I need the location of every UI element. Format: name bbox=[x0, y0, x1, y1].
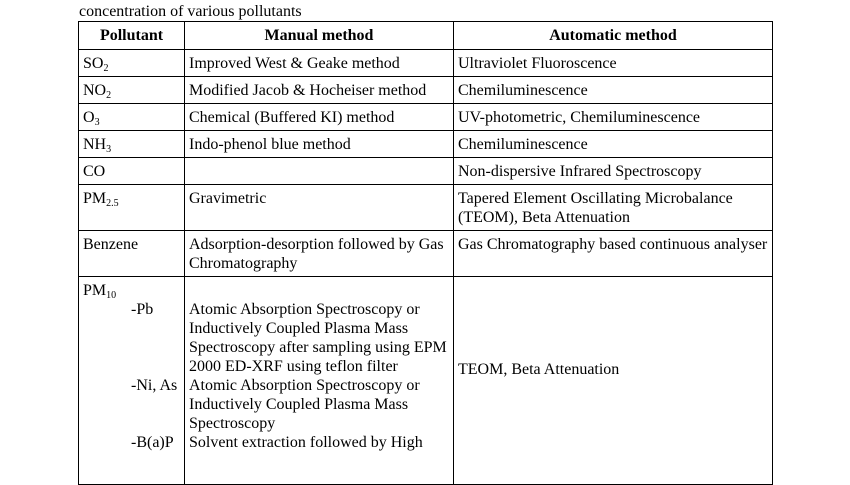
sub-pollutant-ni-as: -Ni, As bbox=[131, 377, 178, 394]
manual-method-cell: Chemical (Buffered KI) method bbox=[185, 104, 454, 131]
pollutant-cell: $PM_{2.5}$ bbox=[79, 185, 185, 231]
table-row bbox=[79, 50, 773, 77]
pollutant-cell: CO bbox=[79, 158, 185, 185]
sub-pollutant-pb: -Pb bbox=[131, 301, 154, 318]
pollutant-cell: $NO_2$ bbox=[79, 77, 185, 104]
header-pollutant: Pollutant bbox=[79, 22, 185, 50]
pollutant-cell: $NH_3$ bbox=[79, 131, 185, 158]
manual-method-cell: Modified Jacob & Hocheiser method bbox=[185, 77, 454, 104]
automatic-method-cell: Gas Chromatography based continuous analyser bbox=[454, 231, 773, 277]
manual-method-bap: Solvent extraction followed by High bbox=[189, 434, 423, 451]
table-row bbox=[79, 185, 773, 231]
manual-method-ni-as: Atomic Absorption Spectroscopy or Inductively Coupled Plasma Mass Spectroscopy bbox=[189, 377, 420, 432]
table-row bbox=[79, 231, 773, 277]
pm10-label: $PM_{10}$ bbox=[83, 282, 117, 301]
pollutant-methods-table bbox=[78, 21, 773, 485]
pollutant-cell: Benzene bbox=[79, 231, 185, 277]
sub-pollutant-bap: -B(a)P bbox=[131, 434, 174, 451]
table-row bbox=[79, 104, 773, 131]
table-row-pm10 bbox=[79, 277, 773, 485]
automatic-method-cell: Non-dispersive Infrared Spectroscopy bbox=[454, 158, 773, 185]
manual-method-cell: Adsorption-desorption followed by Gas Chromatography bbox=[185, 231, 454, 277]
table-row bbox=[79, 77, 773, 104]
manual-method-cell bbox=[185, 158, 454, 185]
header-manual-method: Manual method bbox=[185, 22, 454, 50]
manual-method-cell: Gravimetric bbox=[185, 185, 454, 231]
pollutant-cell: $O_3$ bbox=[79, 104, 185, 131]
table-row bbox=[79, 131, 773, 158]
automatic-method-cell: Chemiluminescence bbox=[454, 131, 773, 158]
table-caption bbox=[79, 2, 779, 21]
table-row bbox=[79, 158, 773, 185]
manual-method-cell: Indo-phenol blue method bbox=[185, 131, 454, 158]
automatic-method-cell: Tapered Element Oscillating Microbalance (TEOM), Beta Attenuation bbox=[454, 185, 773, 231]
pollutant-cell: $SO_2$ bbox=[79, 50, 185, 77]
pollutant-cell-pm10 bbox=[79, 277, 185, 485]
automatic-method-cell-pm10: TEOM, Beta Attenuation bbox=[454, 277, 773, 485]
automatic-method-cell: UV-photometric, Chemiluminescence bbox=[454, 104, 773, 131]
caption-line-2: concentration of various pollutants bbox=[79, 3, 302, 20]
manual-method-cell: Improved West & Geake method bbox=[185, 50, 454, 77]
manual-method-cell-pm10 bbox=[185, 277, 454, 485]
automatic-method-cell: Chemiluminescence bbox=[454, 77, 773, 104]
header-automatic-method: Automatic method bbox=[454, 22, 773, 50]
automatic-method-cell: Ultraviolet Fluoroscence bbox=[454, 50, 773, 77]
manual-method-pb: Atomic Absorption Spectroscopy or Inductively Coupled Plasma Mass Spectroscopy after sampling using EPM 2000 ED-XRF using teflon filter bbox=[189, 301, 447, 375]
table-header-row bbox=[79, 22, 773, 50]
